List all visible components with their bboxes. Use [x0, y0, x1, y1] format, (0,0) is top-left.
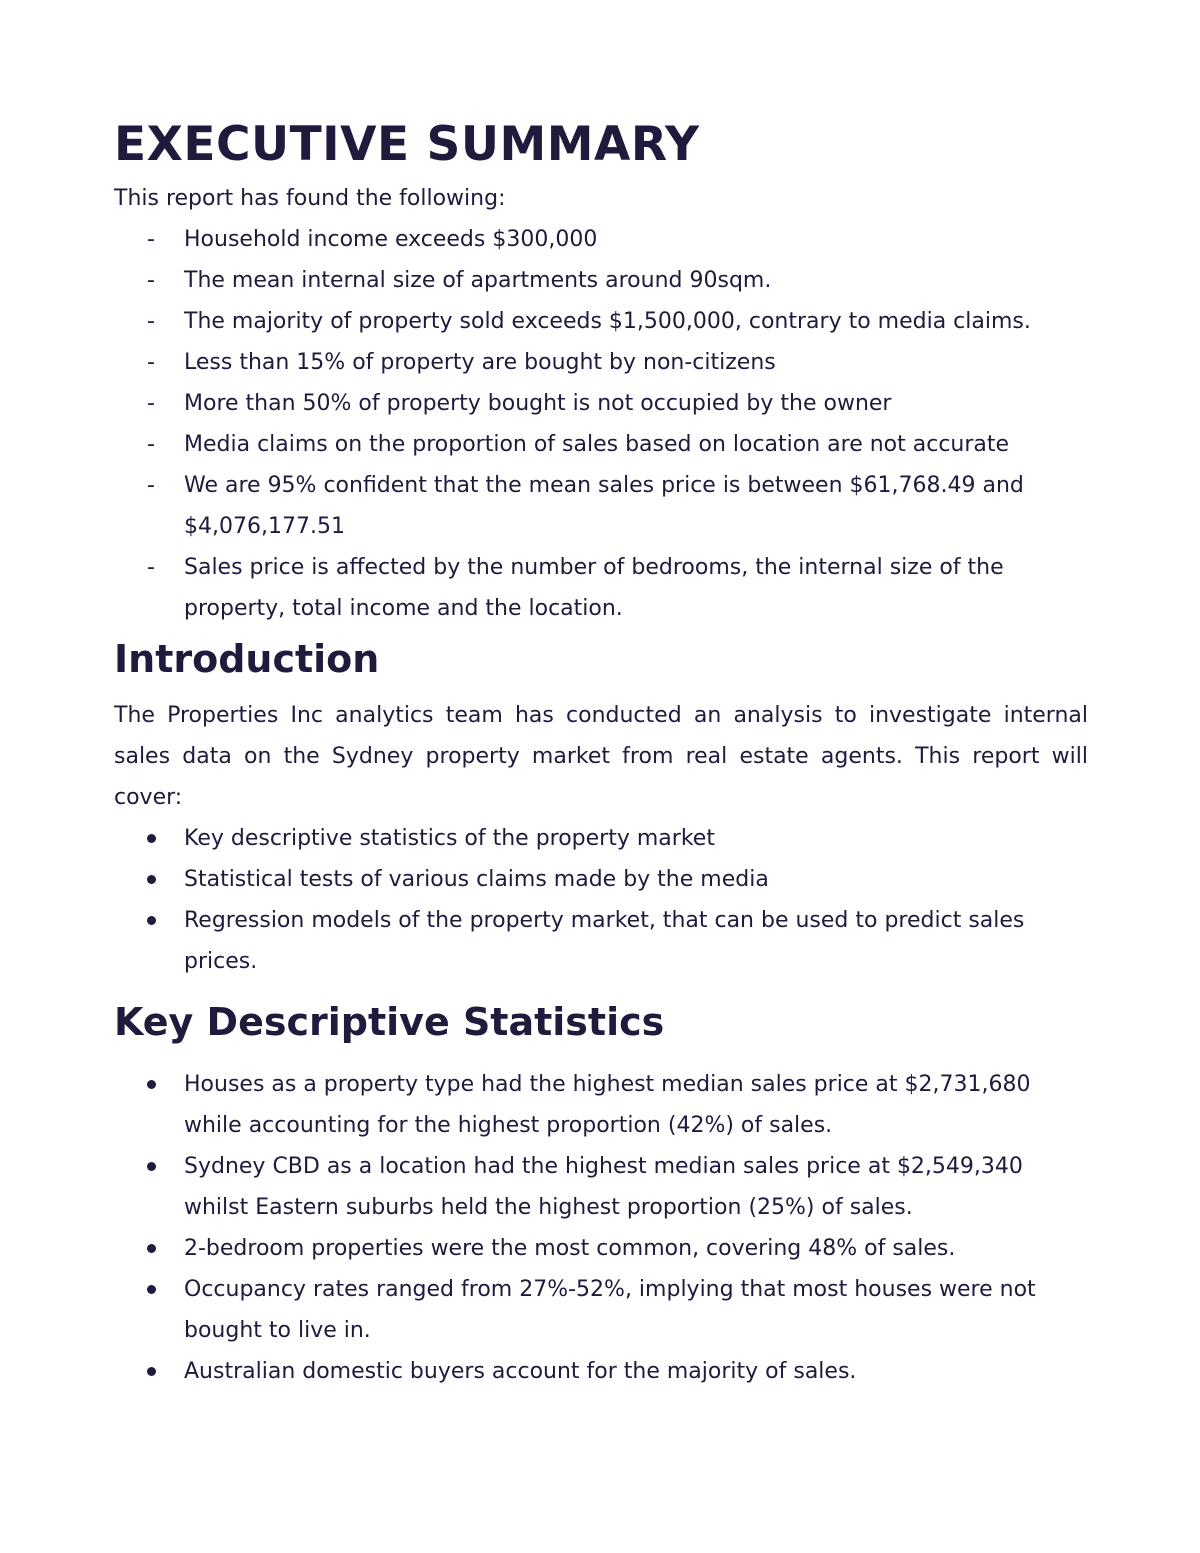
- executive-summary-heading: EXECUTIVE SUMMARY: [114, 117, 700, 172]
- list-item: Key descriptive statistics of the property market: [184, 826, 715, 851]
- executive-summary-lead: This report has found the following:: [114, 186, 506, 211]
- list-item: - Sales price is affected by the number of bedrooms, the internal size of the property, total income and the location.: [114, 547, 1088, 629]
- list-item: Houses as a property type had the highest median sales price at $2,731,680 while accounting for the highest proportion (42%) of sales.: [184, 1072, 1031, 1138]
- introduction-heading: Introduction: [114, 637, 380, 681]
- list-item: - Household income exceeds $300,000: [114, 219, 1088, 260]
- dash-marker: -: [147, 227, 155, 252]
- introduction-list: [114, 818, 1088, 982]
- list-item: Sydney CBD as a location had the highest median sales price at $2,549,340 whilst Eastern suburbs held the highest proportion (25%) of sales.: [184, 1154, 1023, 1220]
- introduction-paragraph: The Properties Inc analytics team has conducted an analysis to investigate internal sales data on the Sydney property market from real estate agents. This report will cover:: [114, 703, 1088, 810]
- dash-marker: -: [147, 555, 155, 580]
- list-item: - The majority of property sold exceeds $1,500,000, contrary to media claims.: [114, 301, 1088, 342]
- list-item: Regression models of the property market, that can be used to predict sales prices.: [184, 908, 1025, 974]
- dash-marker: -: [147, 473, 155, 498]
- list-item: Statistical tests of various claims made by the media: [184, 867, 769, 892]
- dash-marker: -: [147, 268, 155, 293]
- document-page: [114, 112, 1088, 1392]
- list-item: Australian domestic buyers account for the majority of sales.: [184, 1359, 857, 1384]
- list-item: Occupancy rates ranged from 27%-52%, implying that most houses were not bought to live in.: [184, 1277, 1036, 1343]
- key-descriptive-statistics-list: [114, 1064, 1088, 1392]
- list-item: - Media claims on the proportion of sales based on location are not accurate: [114, 424, 1088, 465]
- dash-marker: -: [147, 309, 155, 334]
- dash-marker: -: [147, 391, 155, 416]
- dash-marker: -: [147, 432, 155, 457]
- list-item: - The mean internal size of apartments around 90sqm.: [114, 260, 1088, 301]
- list-item: 2-bedroom properties were the most common, covering 48% of sales.: [184, 1236, 956, 1261]
- list-item: - Less than 15% of property are bought by non-citizens: [114, 342, 1088, 383]
- list-item: - More than 50% of property bought is not occupied by the owner: [114, 383, 1088, 424]
- key-descriptive-statistics-heading: Key Descriptive Statistics: [114, 1000, 665, 1044]
- dash-marker: -: [147, 350, 155, 375]
- executive-summary-list: [114, 219, 1088, 629]
- list-item: - We are 95% confident that the mean sales price is between $61,768.49 and $4,076,177.51: [114, 465, 1088, 547]
